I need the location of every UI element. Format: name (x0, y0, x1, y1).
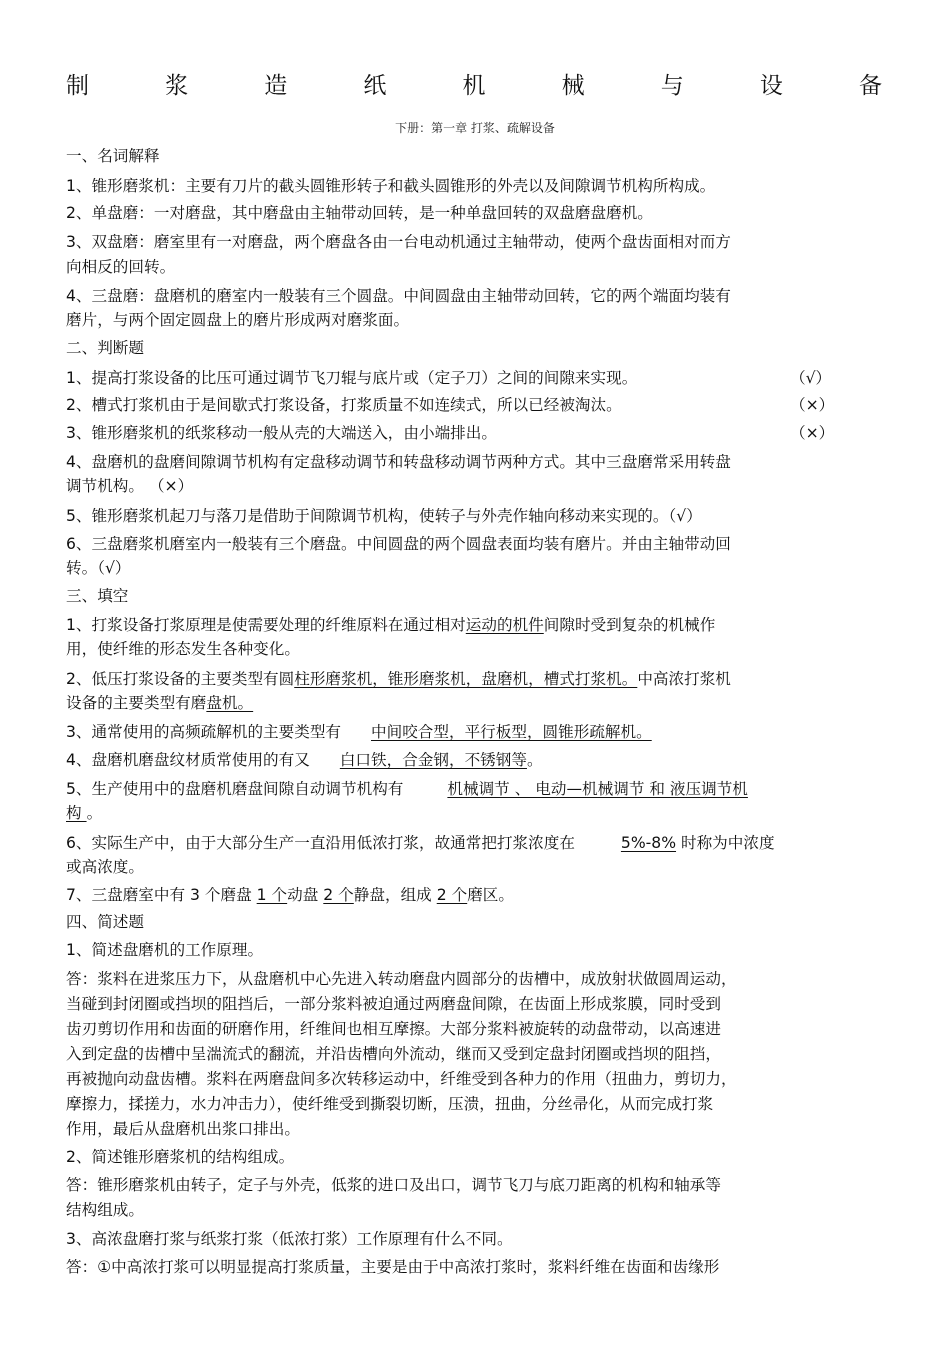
judgment-item: 5、锥形磨浆机起刀与落刀是借助于间隙调节机构，使转子与外壳作轴向移动来实现的。（√） (66, 507, 702, 525)
fill-text: 时称为中浓度 (676, 834, 775, 852)
fill-text: 静盘，组成 (353, 886, 437, 904)
fill-text: 5、生产使用中的盘磨机磨盘间隙自动调节机构有 (66, 780, 404, 798)
fill-answer: 机械调节 、 电动—机械调节 和 液压调节机 (447, 780, 748, 798)
title-char: 与 (660, 73, 684, 99)
judgment-item: 1、提高打浆设备的比压可通过调节飞刀辊与底片或（定子刀）之间的间隙来实现。 (66, 369, 638, 387)
fill-item (66, 668, 731, 690)
document-title (66, 70, 882, 102)
judgment-item: 4、盘磨机的盘磨间隙调节机构有定盘移动调节和转盘移动调节两种方式。其中三盘磨常采用转盘 (66, 453, 731, 471)
fill-answer: 2 个 (436, 886, 468, 904)
definition-item: 4、三盘磨：盘磨机的磨室内一般装有三个圆盘。中间圆盘由主轴带动回转，它的两个端面均装有 (66, 287, 731, 305)
answer-line: 答：浆料在进浆压力下，从盘磨机中心先进入转动磨盘内圆部分的齿槽中，成放射状做圆周运动， (66, 970, 737, 988)
judgment-item-continued: 调节机构。 （×） (66, 477, 194, 495)
fill-text: 间隙时受到复杂的机械作 (543, 616, 716, 634)
fill-text: 7、三盘磨室中有 3 个磨盘 (66, 886, 257, 904)
fill-item-continued (66, 692, 253, 714)
fill-answer: 中间咬合型，平行板型，圆锥形疏解机。 (371, 723, 652, 741)
judgment-item: 3、锥形磨浆机的纸浆移动一般从壳的大端送入，由小端排出。 (66, 424, 497, 442)
fill-item (66, 832, 775, 854)
title-char: 设 (759, 73, 783, 99)
fill-item (66, 749, 543, 771)
fill-text: 。 (526, 751, 543, 769)
judgment-answer: （×） (790, 396, 835, 414)
definition-item: 1、锥形磨浆机：主要有刀片的截头圆锥形转子和截头圆锥形的外壳以及间隙调节机构所构成。 (66, 177, 716, 195)
fill-answer: 5%-8% (620, 834, 677, 852)
judgment-answer: （×） (790, 424, 835, 442)
answer-line: 摩擦力，揉搓力，水力冲击力），使纤维受到撕裂切断，压溃，扭曲，分丝帚化，从而完成打浆 (66, 1095, 714, 1113)
fill-answer: 构 (66, 804, 87, 822)
fill-item (66, 884, 514, 906)
fill-item-continued (66, 802, 102, 824)
title-char: 造 (264, 73, 288, 99)
title-char: 机 (462, 73, 486, 99)
chapter-subtitle: 下册：第一章 打浆、疏解设备 (395, 121, 555, 135)
title-char: 纸 (363, 73, 387, 99)
judgment-item: 6、三盘磨浆机磨室内一般装有三个磨盘。中间圆盘的两个圆盘表面均装有磨片。并由主轴带动回 (66, 535, 731, 553)
fill-item-continued: 或高浓度。 (66, 858, 144, 876)
answer-line: 入到定盘的齿槽中呈湍流式的翻流，并沿齿槽向外流动，继而又受到定盘封闭圈或挡坝的阻挡， (66, 1045, 721, 1063)
fill-text: 中高浓打浆机 (637, 670, 731, 688)
fill-answer: 1 个 (256, 886, 288, 904)
section-heading-definitions: 一、名词解释 (66, 147, 160, 165)
question: 1、简述盘磨机的工作原理。 (66, 941, 264, 959)
fill-answer: 白口铁，合金钢，不锈钢等 (339, 751, 527, 769)
answer-line: 结构组成。 (66, 1201, 144, 1219)
fill-answer: 柱形磨浆机，锥形磨浆机，盘磨机，槽式打浆机。 (294, 670, 638, 688)
fill-text: 6、实际生产中，由于大部分生产一直沿用低浓打浆，故通常把打浆浓度在 (66, 834, 575, 852)
judgment-item-continued: 转。（√） (66, 559, 131, 577)
title-char: 械 (561, 73, 585, 99)
answer-line: 当碰到封闭圈或挡坝的阻挡后，一部分浆料被迫通过两磨盘间隙，在齿面上形成浆膜，同时受到 (66, 995, 721, 1013)
fill-text: 3、通常使用的高频疏解机的主要类型有 (66, 723, 342, 741)
fill-text: 动盘 (287, 886, 324, 904)
fill-text: 4、盘磨机磨盘纹材质常使用的有又 (66, 751, 310, 769)
title-char: 浆 (165, 73, 189, 99)
definition-item-continued: 向相反的回转。 (66, 258, 176, 276)
definition-item: 2、单盘磨：一对磨盘，其中磨盘由主轴带动回转，是一种单盘回转的双盘磨盘磨机。 (66, 204, 653, 222)
answer-line: 作用，最后从盘磨机出浆口排出。 (66, 1120, 300, 1138)
section-heading-true-false: 二、判断题 (66, 339, 144, 357)
answer-line: 答：①中高浓打浆可以明显提高打浆质量，主要是由于中高浓打浆时，浆料纤维在齿面和齿缘形 (66, 1258, 720, 1276)
question: 3、高浓盘磨打浆与纸浆打浆（低浓打浆）工作原理有什么不同。 (66, 1230, 513, 1248)
answer-line: 再被抛向动盘齿槽。浆料在两磨盘间多次转移运动中，纤维受到各种力的作用（扭曲力，剪切力， (66, 1070, 737, 1088)
fill-item (66, 721, 652, 743)
fill-answer: 盘机。 (206, 694, 254, 712)
definition-item-continued: 磨片，与两个固定圆盘上的磨片形成两对磨浆面。 (66, 311, 410, 329)
answer-line: 答：锥形磨浆机由转子，定子与外壳，低浆的进口及出口，调节飞刀与底刀距离的机构和轴承等 (66, 1176, 721, 1194)
judgment-answer: （√） (790, 369, 832, 387)
fill-item-continued: 用，使纤维的形态发生各种变化。 (66, 640, 300, 658)
fill-text: 2、低压打浆设备的主要类型有圆 (66, 670, 295, 688)
fill-text: 磨区。 (467, 886, 514, 904)
fill-text: 设备的主要类型有磨 (66, 694, 207, 712)
definition-item: 3、双盘磨：磨室里有一对磨盘，两个磨盘各由一台电动机通过主轴带动，使两个盘齿面相对而方 (66, 233, 731, 251)
answer-line: 齿刃剪切作用和齿面的研磨作用，纤维间也相互摩擦。大部分浆料被旋转的动盘带动，以高速进 (66, 1020, 721, 1038)
question: 2、简述锥形磨浆机的结构组成。 (66, 1148, 295, 1166)
title-char: 制 (66, 73, 89, 99)
fill-item (66, 614, 715, 636)
fill-text: 1、打浆设备打浆原理是使需要处理的纤维原料在通过相对 (66, 616, 466, 634)
fill-text: 。 (86, 804, 103, 822)
fill-answer: 2 个 (323, 886, 354, 904)
section-heading-short-answer: 四、简述题 (66, 913, 144, 931)
section-heading-fill-in: 三、填空 (66, 587, 129, 605)
title-char: 备 (859, 73, 882, 99)
fill-answer: 运动的机件 (465, 616, 544, 634)
judgment-item: 2、槽式打浆机由于是间歇式打浆设备，打浆质量不如连续式，所以已经被淘汰。 (66, 396, 622, 414)
fill-item (66, 778, 748, 800)
